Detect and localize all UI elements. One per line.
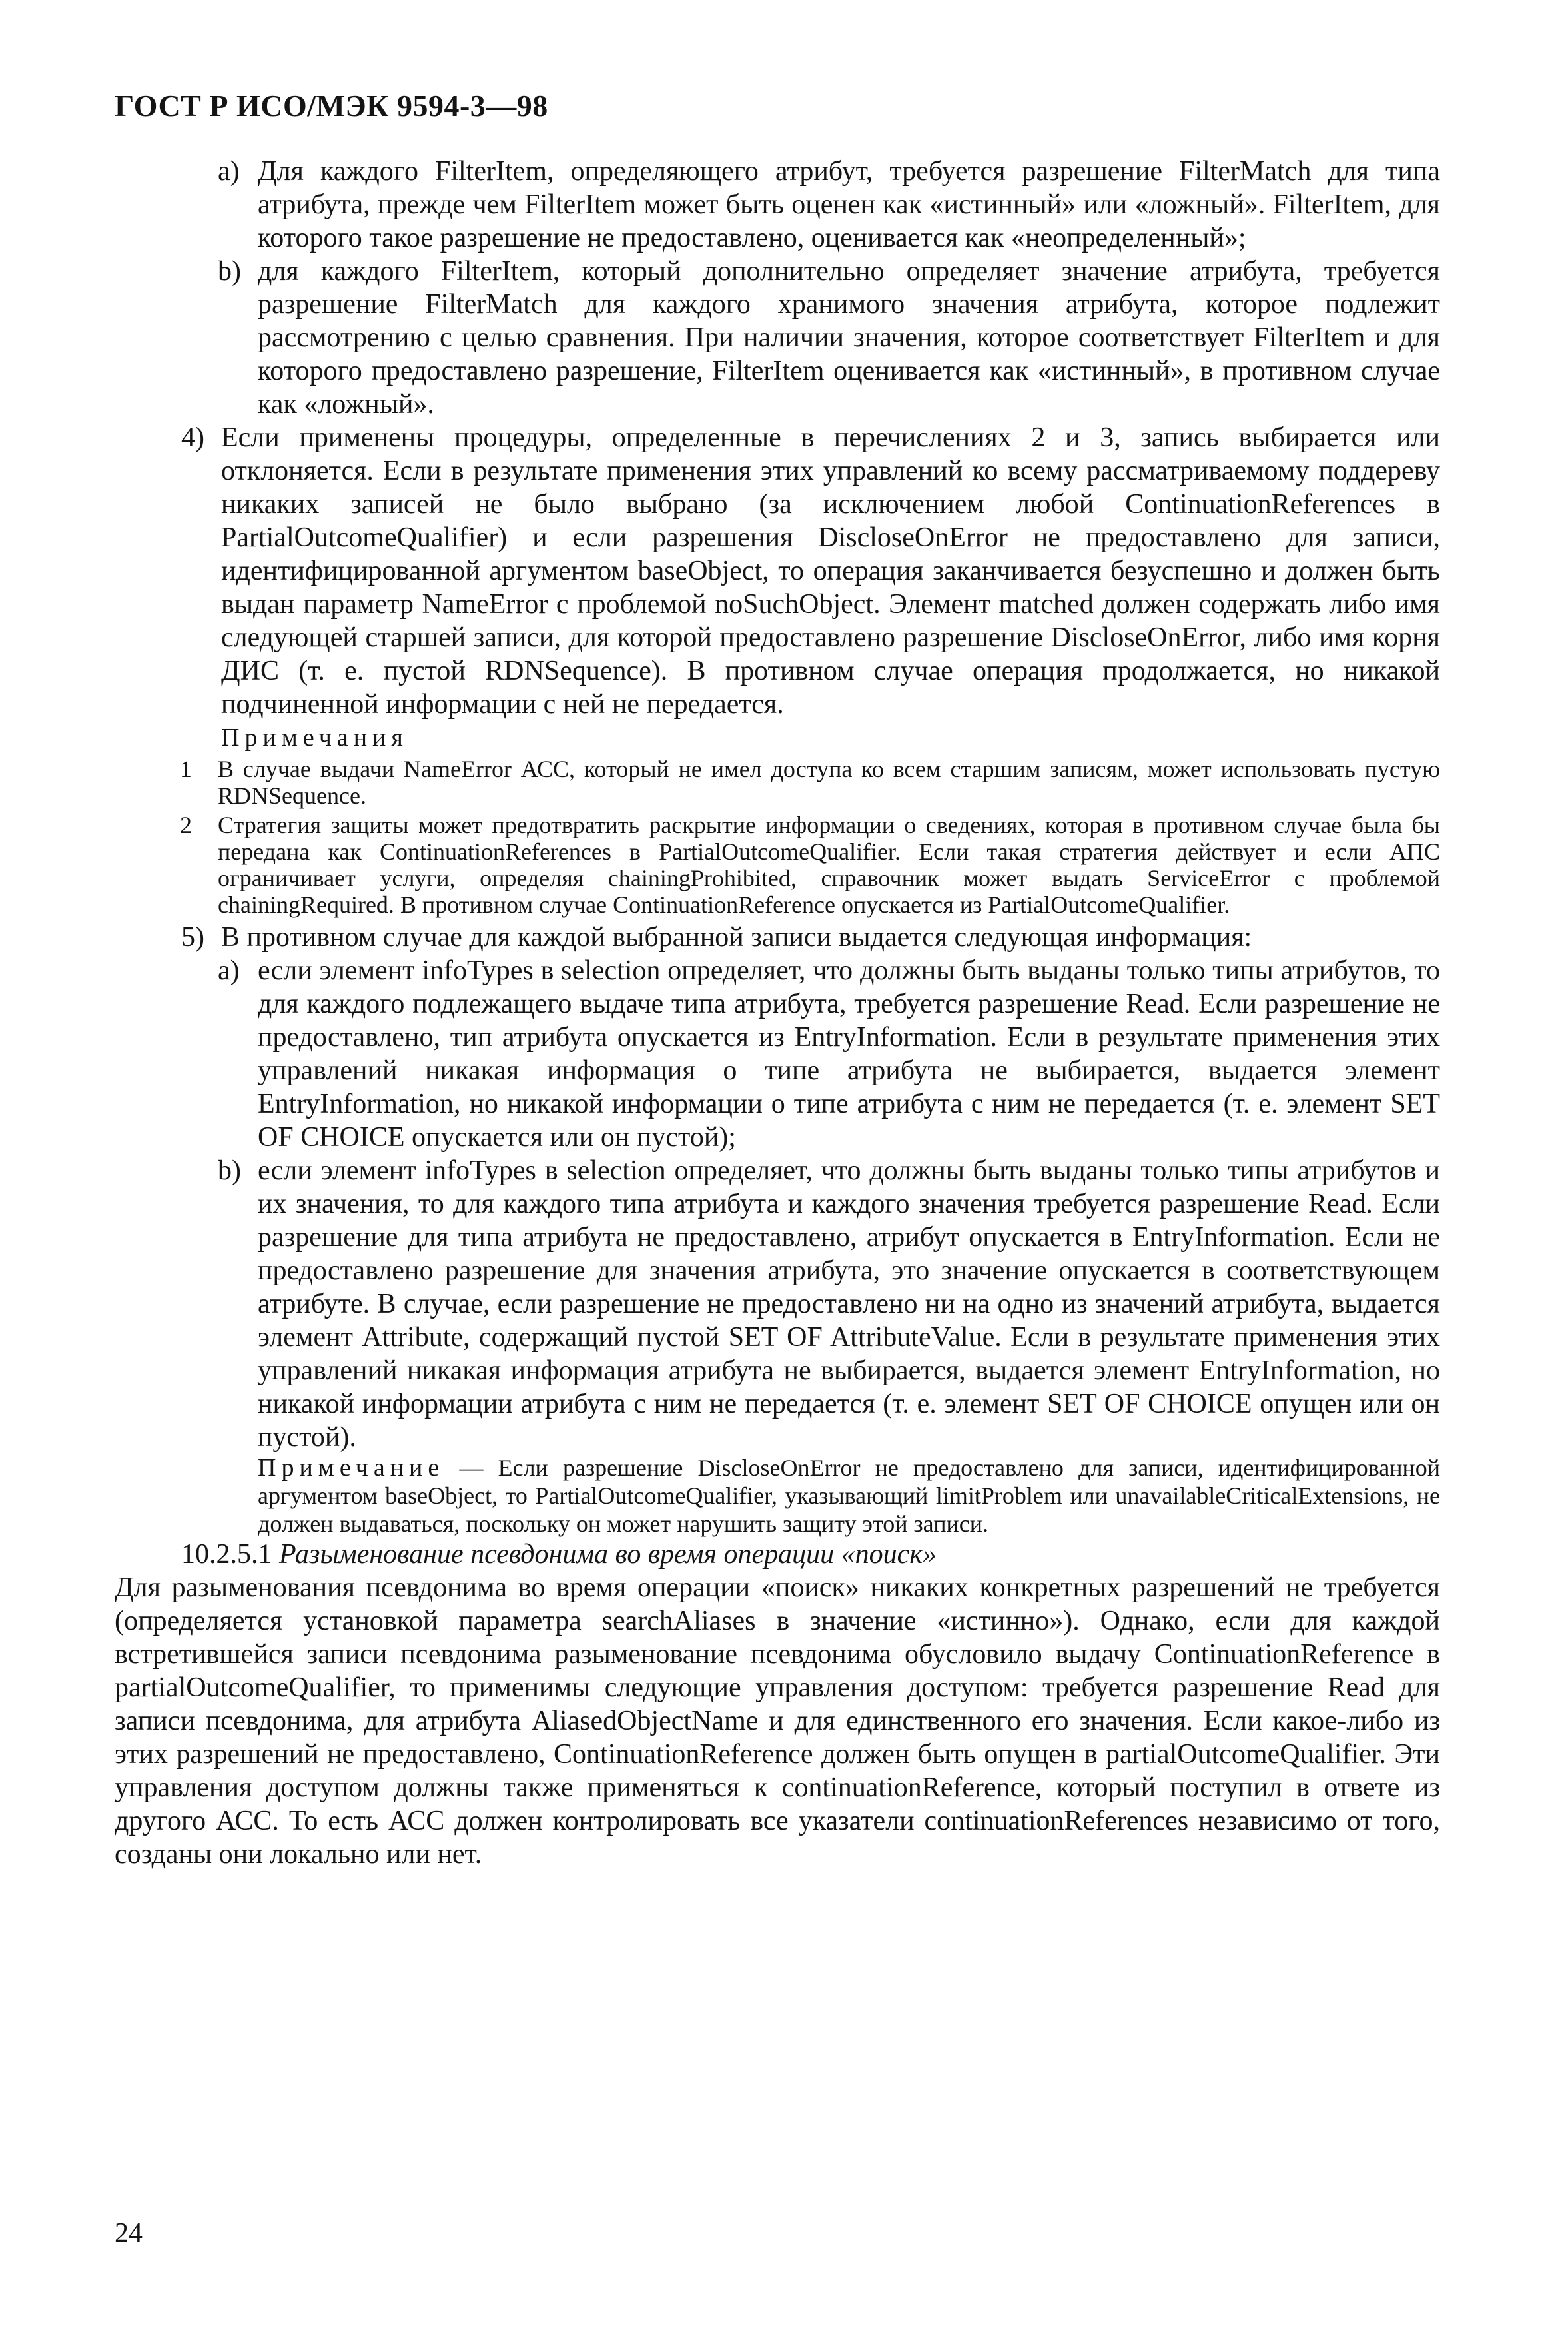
note-text: — Если разрешение DiscloseOnError не предоставлено для записи, идентифицированной аргументом baseObject, то PartialOutcomeQualifier, указывающий limitProblem или unavailableCriticalExtensions, не должен выдаваться, поскольку он может нарушить защиту этой записи. — [258, 1455, 1440, 1537]
item-marker: a) — [218, 955, 240, 986]
subsection-title: Разыменование псевдонима во время операции «поиск» — [279, 1539, 937, 1570]
item-text: Для каждого FilterItem, определяющего атрибут, требуется разрешение FilterMatch для типа атрибута, прежде чем FilterItem может быть оценен как «истинный» или «ложный». FilterItem, для которого такое разрешение не предоставлено, оценивается как «неопределенный»; — [258, 156, 1440, 253]
list-item-5b — [115, 1154, 1440, 1454]
note-text: В случае выдачи NameError АСС, который не имел доступа ко всем старшим записям, может использовать пустую RDNSequence. — [218, 756, 1440, 809]
list-item-5a — [115, 954, 1440, 1154]
list-item-3a — [115, 155, 1440, 255]
note-text: Стратегия защиты может предотвратить раскрытие информации о сведениях, которая в противном случае была бы передана как ContinuationReferences в PartialOutcomeQualifier. Если такая стратегия действует и если АПС ограничивает услуги, определяя chainingProhibited, справочник может выдать ServiceError с проблемой chainingRequired. В противном случае ContinuationReference опускается из PartialOutcomeQualifier. — [218, 812, 1440, 918]
item-marker: 5) — [181, 922, 204, 953]
note-item-2 — [115, 812, 1440, 918]
note-marker: 1 — [180, 756, 192, 782]
note-marker: 2 — [180, 812, 192, 838]
item-marker: b) — [218, 256, 241, 287]
item-text: В противном случае для каждой выбранной записи выдается следующая информация: — [221, 922, 1252, 953]
page-number: 24 — [115, 2218, 143, 2249]
item-marker: b) — [218, 1155, 241, 1186]
item-text: если элемент infoTypes в selection определяет, что должны быть выданы только типы атрибутов, то для каждого подлежащего выдаче типа атрибута, требуется разрешение Read. Если разрешение не предоставлено, тип атрибута опускается из EntryInformation. Если в результате применения этих управлений никакая информация о типе атрибута не выбирается, выдается элемент EntryInformation, но никакой информации о типе атрибута с ним не передается (т. е. элемент SET OF CHOICE опускается или он пустой); — [258, 955, 1440, 1153]
list-item-3b — [115, 255, 1440, 421]
item-text: для каждого FilterItem, который дополнительно определяет значение атрибута, требуется разрешение FilterMatch для каждого хранимого значения атрибута, которое подлежит рассмотрению с целью сравнения. При наличии значения, которое соответствует FilterItem и для которого предоставлено разрешение, FilterItem оценивается как «истинный», в противном случае как «ложный». — [258, 256, 1440, 420]
subsection-heading — [115, 1538, 1440, 1571]
note-inline — [115, 1454, 1440, 1538]
item-marker: 4) — [181, 422, 204, 453]
list-item-5 — [115, 921, 1440, 954]
item-text: если элемент infoTypes в selection определяет, что должны быть выданы только типы атрибутов и их значения, то для каждого типа атрибута и каждого значения требуется разрешение Read. Если разрешение для типа атрибута не предоставлено, атрибут опускается в EntryInformation. Если не предоставлено разрешение для значения атрибута, это значение опускается в соответствующем атрибуте. В случае, если разрешение не предоставлено ни на одно из значений атрибута, выдается элемент Attribute, содержащий пустой SET OF AttributeValue. Если в результате применения этих управлений никакая информация атрибута не выбирается, выдается элемент EntryInformation, но никакой информации атрибута с ним не передается (т. е. элемент SET OF CHOICE опущен или он пустой). — [258, 1155, 1440, 1453]
item-marker: a) — [218, 156, 240, 187]
subsection-paragraph: Для разыменования псевдонима во время операции «поиск» никаких конкретных разрешений не требуется (определяется установкой параметра searchAliases в значение «истинно»). Однако, если для каждой встретившейся записи псевдонима разыменование псевдонима обусловило выдачу ContinuationReference в partialOutcomeQualifier, то применимы следующие управления доступом: требуется разрешение Read для записи псевдонима, для атрибута AliasedObjectName и для единственного его значения. Если какое-либо из этих разрешений не предоставлено, ContinuationReference должен быть опущен в partialOutcomeQualifier. Эти управления доступом должны также применяться к continuationReference, который поступил в ответе из другого АСС. То есть АСС должен контролировать все указатели continuationReferences независимо от того, созданы они локально или нет. — [115, 1572, 1440, 1870]
note-label: Примечание — [258, 1454, 445, 1482]
document-body — [115, 155, 1440, 1871]
item-text: Если применены процедуры, определенные в перечислениях 2 и 3, запись выбирается или отклоняется. Если в результате применения этих управлений ко всему рассматриваемому поддереву никаких записей не было выбрано (за исключением любой ContinuationReferences в PartialOutcomeQualifier) и если разрешения DiscloseOnError не предоставлено для записи, идентифицированной аргументом baseObject, то операция заканчивается безуспешно и должен быть выдан параметр NameError с проблемой noSuchObject. Элемент matched должен содержать либо имя следующей старшей записи, для которой предоставлено разрешение DiscloseOnError, либо имя корня ДИС (т. е. пустой RDNSequence). В противном случае операция продолжается, но никакой подчиненной информации с ней не передается. — [221, 422, 1440, 720]
notes-heading: Примечания — [221, 724, 408, 752]
subsection-number: 10.2.5.1 — [181, 1539, 272, 1570]
document-header: ГОСТ Р ИСО/МЭК 9594-3—98 — [115, 89, 548, 123]
list-item-4 — [115, 421, 1440, 721]
note-item-1 — [115, 756, 1440, 809]
